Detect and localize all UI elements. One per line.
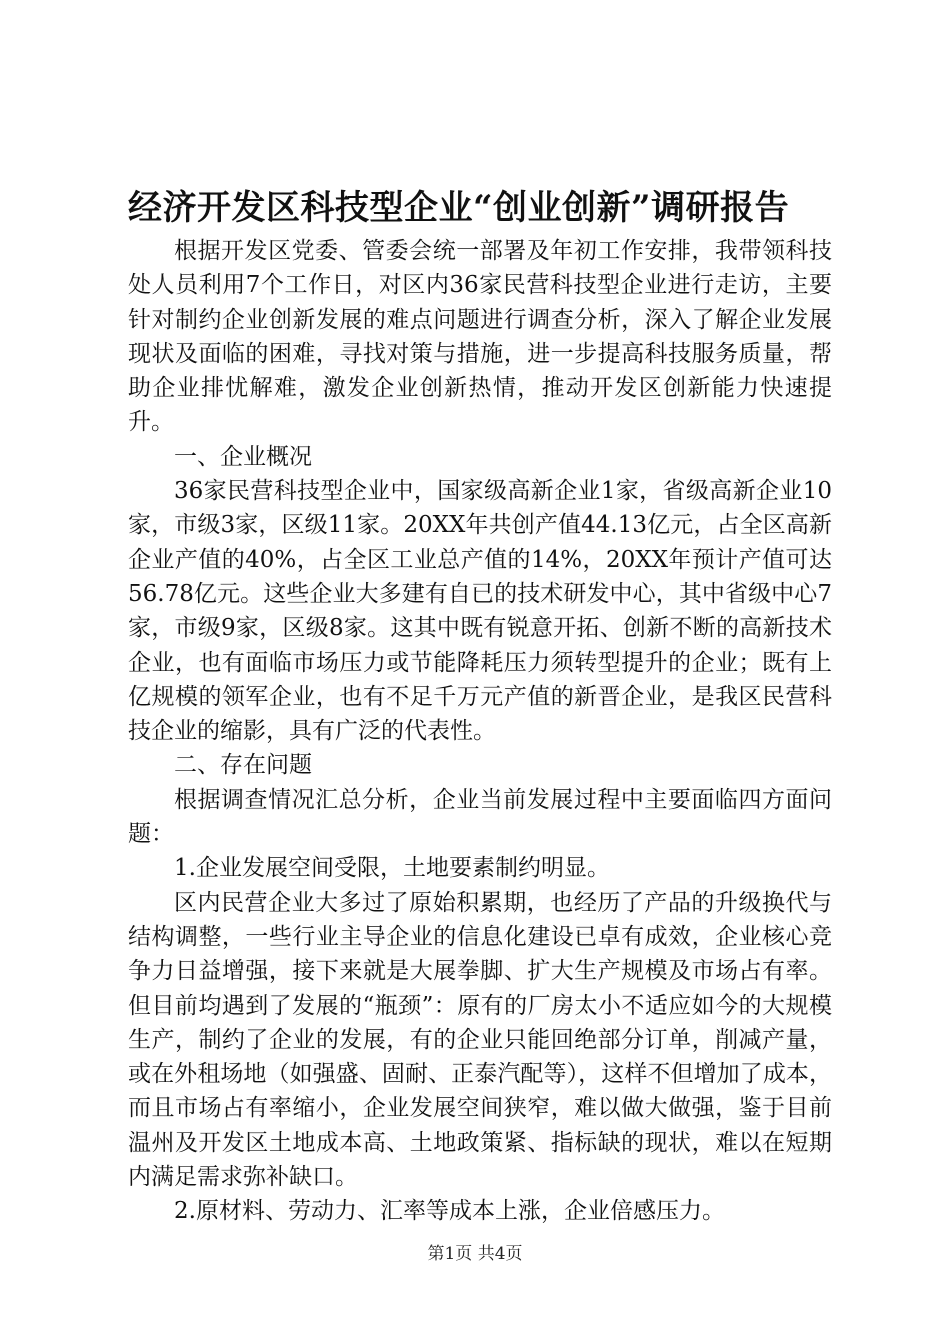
paragraph-overview: 36家民营科技型企业中，国家级高新企业1家，省级高新企业10家，市级3家，区级11家。20XX年共创产值44.13亿元，占全区高新企业产值的40%，占全区工业总产值的14%，20XX年预计产值可达56.78亿元。这些企业大多建有自已的技术研发中心，其中省级中心7家，市级9家，区级8家。这其中既有锐意开拓、创新不断的高新技术企业，也有面临市场压力或节能降耗压力须转型提升的企业；既有上亿规模的领军企业，也有不足千万元产值的新晋企业，是我区民营科技企业的缩影，具有广泛的代表性。	[128, 478, 832, 745]
paragraph-problem-1: 区内民营企业大多过了原始积累期，也经历了产品的升级换代与结构调整，一些行业主导企业的信息化建设已卓有成效，企业核心竞争力日益增强，接下来就是大展拳脚、扩大生产规模及市场占有率。但目前均遇到了发展的“瓶颈”：原有的厂房太小不适应如今的大规模生产，制约了企业的发展，有的企业只能回绝部分订单，削减产量，或在外租场地（如强盛、固耐、正泰汽配等），这样不但增加了成本，而且市场占有率缩小，企业发展空间狭窄，难以做大做强，鉴于目前温州及开发区土地成本高、土地政策紧、指标缺的现状，难以在短期内满足需求弥补缺口。	[128, 889, 832, 1191]
document-title: 经济开发区科技型企业“创业创新”调研报告	[128, 188, 790, 228]
section-heading-overview: 一、企业概况	[174, 443, 312, 470]
subheading-problem-1: 1.企业发展空间受限，土地要素制约明显。	[174, 855, 610, 882]
subheading-problem-2: 2.原材料、劳动力、汇率等成本上涨，企业倍感压力。	[174, 1198, 725, 1225]
page-number-footer: 第1页 共4页	[427, 1244, 523, 1264]
paragraph-problems-summary: 根据调查情况汇总分析，企业当前发展过程中主要面临四方面问题：	[128, 786, 832, 848]
paragraph-intro: 根据开发区党委、管委会统一部署及年初工作安排，我带领科技处人员利用7个工作日，对区内36家民营科技型企业进行走访，主要针对制约企业创新发展的难点问题进行调查分析，深入了解企业发展现状及面临的困难，寻找对策与措施，进一步提高科技服务质量，帮助企业排忧解难，激发企业创新热情，推动开发区创新能力快速提升。	[128, 238, 832, 436]
section-heading-problems: 二、存在问题	[174, 752, 312, 779]
document-body	[128, 234, 832, 1229]
